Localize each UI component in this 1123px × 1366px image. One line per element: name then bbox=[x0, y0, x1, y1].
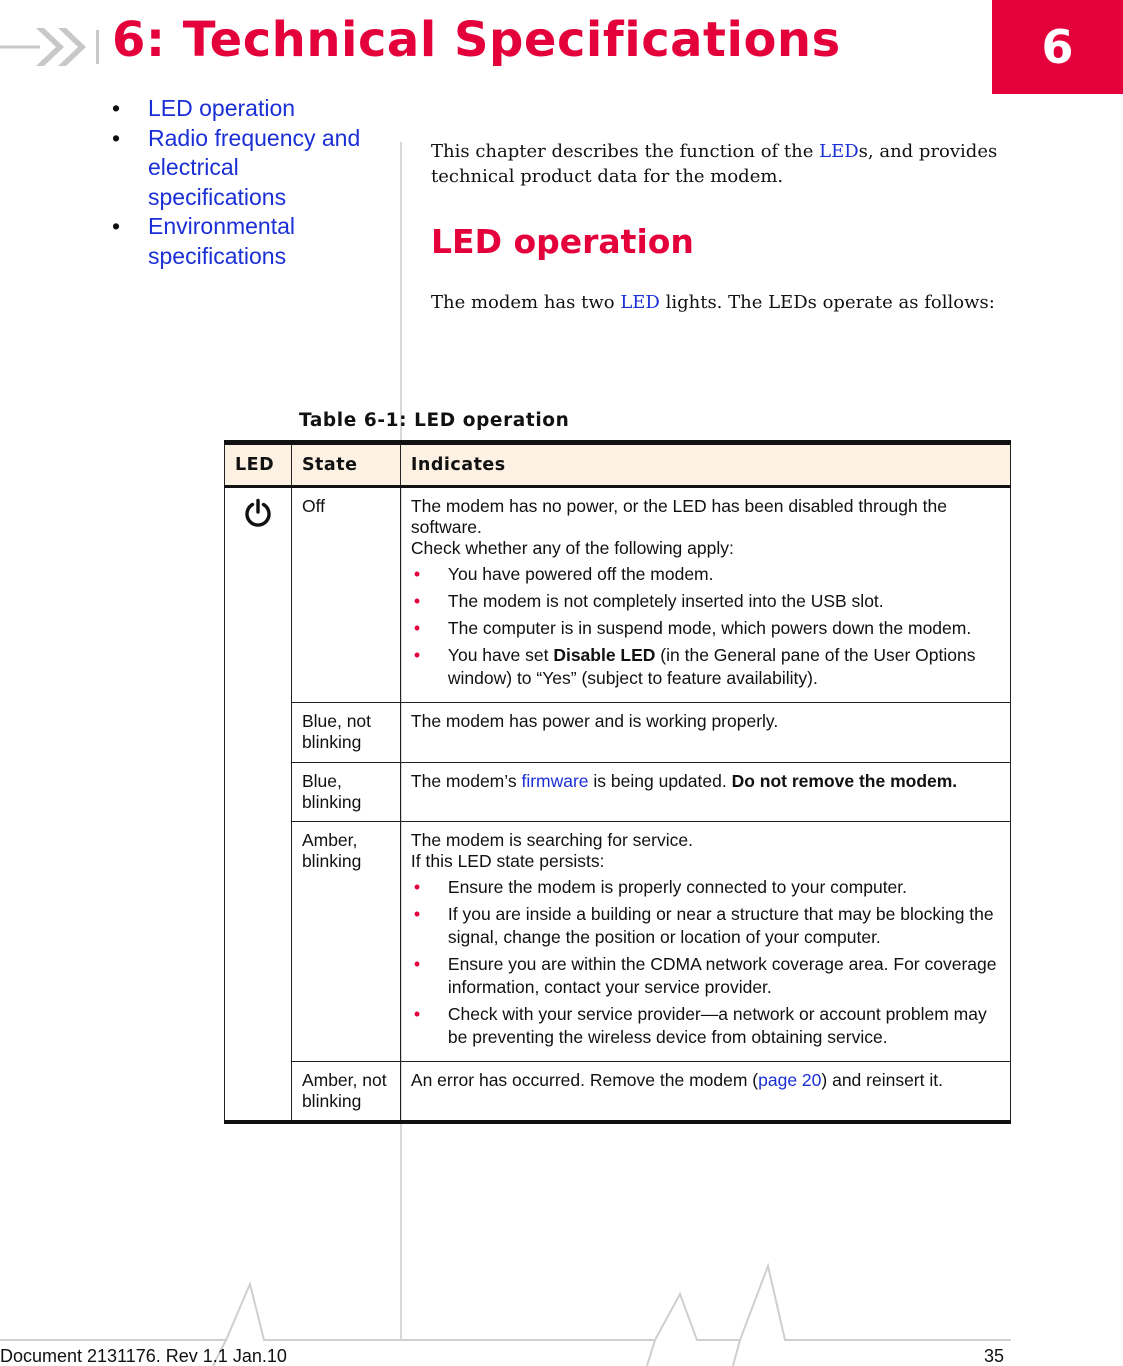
glossary-link-led[interactable]: LED bbox=[620, 292, 660, 313]
chapter-title: 6: Technical Specifications bbox=[112, 12, 841, 68]
footer-page-number: 35 bbox=[984, 1346, 1005, 1366]
header-indicates: Indicates bbox=[400, 443, 1010, 487]
toc-link-radio-frequency[interactable] bbox=[148, 124, 382, 213]
bullet-icon: • bbox=[413, 645, 421, 665]
list-item-text: (in the General pane of the User Options window) to “Yes” (subject to feature availability). bbox=[447, 645, 976, 688]
glossary-link-firmware[interactable]: firmware bbox=[521, 771, 589, 791]
warning-text: Do not remove the modem. bbox=[731, 771, 958, 791]
list-item bbox=[411, 617, 1000, 640]
list-item-text: The modem is not completely inserted into the USB slot. bbox=[447, 591, 884, 611]
indicates-text: Check whether any of the following apply: bbox=[410, 538, 734, 558]
state-cell: Off bbox=[291, 487, 400, 703]
chapter-number-tab: 6 bbox=[992, 0, 1123, 94]
indicates-cell bbox=[400, 763, 1010, 822]
toc-item-led-operation bbox=[112, 94, 382, 124]
toc-bullet: • bbox=[112, 213, 121, 239]
indicates-cell bbox=[400, 822, 1010, 1062]
table-row bbox=[225, 763, 1011, 822]
indicates-text: An error has occurred. Remove the modem ( bbox=[410, 1070, 759, 1090]
chapter-arrows-icon bbox=[0, 22, 110, 72]
bullet-list bbox=[411, 876, 1000, 1049]
list-item bbox=[411, 590, 1000, 613]
intro-text: This chapter describes the function of the bbox=[431, 141, 820, 162]
table-caption: Table 6-1: LED operation bbox=[299, 410, 570, 431]
state-cell: Amber, not blinking bbox=[291, 1062, 400, 1123]
toc-link-line: Environmental bbox=[148, 213, 296, 239]
list-item bbox=[411, 1003, 1000, 1049]
list-item bbox=[411, 903, 1000, 949]
list-item-text: You have set bbox=[447, 645, 554, 665]
table-row bbox=[225, 1062, 1011, 1123]
list-item bbox=[411, 563, 1000, 586]
state-cell: Blue, not blinking bbox=[291, 703, 400, 763]
toc-link-line: electrical bbox=[148, 154, 239, 180]
indicates-cell: The modem has power and is working properly. bbox=[400, 703, 1010, 763]
led-cell bbox=[225, 487, 292, 1123]
page-link[interactable]: page 20 bbox=[758, 1070, 822, 1090]
list-item bbox=[411, 876, 1000, 899]
toc-link-led-operation[interactable]: LED operation bbox=[148, 95, 296, 121]
intro-text: s, and provides technical product data for the modem. bbox=[431, 141, 998, 187]
indicates-text: is being updated. bbox=[588, 771, 732, 791]
toc-bullet: • bbox=[112, 124, 121, 151]
toc-bullet: • bbox=[112, 95, 121, 121]
list-item-text: If you are inside a building or near a structure that may be blocking the signal, change the position or location of your computer. bbox=[447, 904, 994, 947]
section-paragraph bbox=[431, 290, 1021, 315]
list-item-text: Check with your service provider—a network or account problem may be preventing the wireless device from obtaining service. bbox=[447, 1004, 987, 1047]
toc-link-line: specifications bbox=[148, 183, 287, 210]
toc-link-line: Radio frequency and bbox=[148, 124, 361, 151]
list-item-text: Ensure you are within the CDMA network coverage area. For coverage information, contact your service provider. bbox=[447, 954, 997, 997]
list-item-text: You have powered off the modem. bbox=[447, 564, 714, 584]
header-led: LED bbox=[225, 443, 292, 487]
glossary-link-led[interactable]: LED bbox=[819, 141, 859, 162]
bullet-icon: • bbox=[413, 591, 421, 611]
bullet-icon: • bbox=[413, 618, 421, 638]
list-item-text: The computer is in suspend mode, which powers down the modem. bbox=[447, 618, 972, 638]
toc-item-environmental bbox=[112, 212, 382, 271]
state-cell: Blue, blinking bbox=[291, 763, 400, 822]
para-text: lights. The LEDs operate as follows: bbox=[659, 292, 995, 313]
indicates-text: The modem is searching for service. bbox=[410, 830, 693, 850]
chapter-intro bbox=[431, 139, 1011, 189]
option-name-disable-led: Disable LED bbox=[553, 645, 656, 665]
toc-item-radio-frequency bbox=[112, 124, 382, 213]
table-row bbox=[225, 703, 1011, 763]
list-item bbox=[411, 644, 1000, 690]
power-icon bbox=[243, 498, 273, 528]
toc-link-line: specifications bbox=[148, 242, 287, 269]
section-heading: LED operation bbox=[431, 222, 694, 261]
para-text: The modem has two bbox=[431, 292, 621, 313]
header-state: State bbox=[291, 443, 400, 487]
state-cell: Amber, blinking bbox=[291, 822, 400, 1062]
list-item bbox=[411, 953, 1000, 999]
indicates-text: ) and reinsert it. bbox=[821, 1070, 943, 1090]
bullet-icon: • bbox=[413, 564, 421, 584]
bullet-icon: • bbox=[413, 904, 421, 924]
footer-document-info: Document 2131176. Rev 1.1 Jan.10 bbox=[0, 1346, 287, 1366]
bullet-list bbox=[411, 563, 1000, 690]
indicates-cell bbox=[400, 487, 1010, 703]
table-row bbox=[225, 487, 1011, 703]
indicates-text: The modem’s bbox=[410, 771, 522, 791]
table-row bbox=[225, 822, 1011, 1062]
chapter-toc bbox=[112, 94, 382, 271]
table-header-row bbox=[225, 443, 1011, 487]
toc-link-environmental[interactable] bbox=[148, 212, 382, 271]
led-operation-table bbox=[224, 440, 1011, 1124]
indicates-text: The modem has no power, or the LED has been disabled through the software. bbox=[410, 496, 947, 537]
bullet-icon: • bbox=[413, 877, 421, 897]
bullet-icon: • bbox=[413, 954, 421, 974]
indicates-cell bbox=[400, 1062, 1010, 1123]
list-item-text: Ensure the modem is properly connected to your computer. bbox=[447, 877, 908, 897]
indicates-text: If this LED state persists: bbox=[410, 851, 605, 871]
bullet-icon: • bbox=[413, 1004, 421, 1024]
